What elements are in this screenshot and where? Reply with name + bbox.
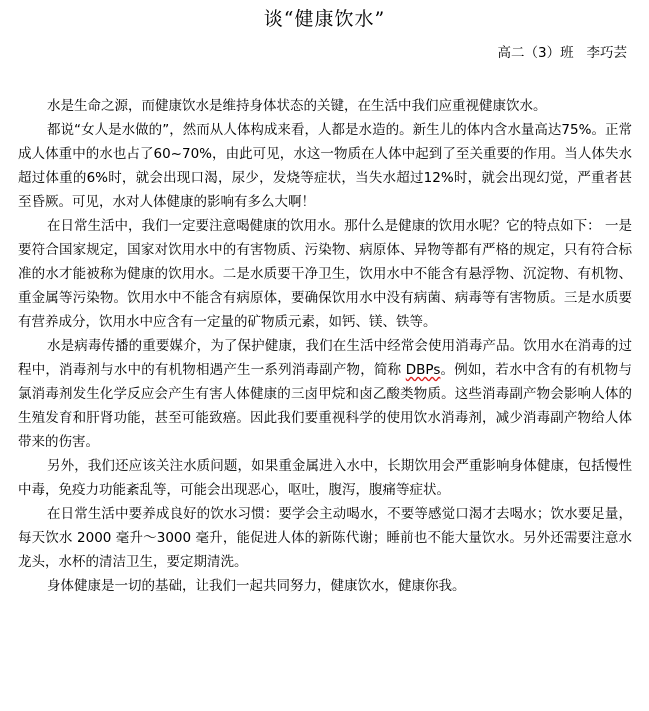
spellcheck-marked-term: DBPs: [405, 362, 441, 378]
paragraph-drinking-habits: 在日常生活中要养成良好的饮水习惯：要学会主动喝水，不要等感觉口渴才去喝水；饮水要足量，每天饮水 2000 毫升～3000 毫升，能促进人体的新陈代谢；睡前也不能大量饮水。另外还需要注意水龙头，水杯的清洁卫生，要定期清洗。: [18, 506, 632, 570]
paragraph-healthy-water-criteria: 在日常生活中，我们一定要注意喝健康的饮用水。那什么是健康的饮用水呢？它的特点如下： 一是要符合国家规定，国家对饮用水中的有害物质、污染物、病原体、异物等都有严格的规定，只有符合标准的水才能被称为健康的饮用水。二是水质要干净卫生，饮用水中不能含有悬浮物、沉淀物、有机物、重金属等污染物。饮用水中不能含有病原体，要确保饮用水中没有病菌、病毒等有害物质。三是水质要有营养成分，饮用水中应含有一定量的矿物质元素，如钙、镁、铁等。: [18, 218, 632, 330]
paragraph-heavy-metals: 另外，我们还应该关注水质问题，如果重金属进入水中，长期饮用会严重影响身体健康，包括慢性中毒，免疫力功能紊乱等，可能会出现恶心，呕吐，腹泻，腹痛等症状。: [18, 458, 632, 498]
document-body: [18, 94, 632, 598]
paragraph-water-in-body: 都说“女人是水做的”，然而从人体构成来看，人都是水造的。新生儿的体内含水量高达75%。正常成人体重中的水也占了60~70%，由此可见，水这一物质在人体中起到了至关重要的作用。当人体失水超过体重的6%时，就会出现口渴，尿少，发烧等症状，当失水超过12%时，就会出现幻觉，严重者甚至昏厥。可见，水对人体健康的影响有多么大啊！: [18, 122, 632, 210]
paragraph-disinfection: [18, 334, 632, 454]
paragraph-disinfection-part1: 水是病毒传播的重要媒介，为了保护健康，我们在生活中经常会使用消毒产品。饮用水在消毒的过程中，消毒剂与水中的有机物相遇产生一系列消毒副产物，简称: [18, 338, 632, 378]
paragraph-disinfection-part2: 。例如，若水中含有的有机物与氯消毒剂发生化学反应会产生有害人体健康的三卤甲烷和卤乙酸类物质。这些消毒副产物会影响人体的生殖发育和肝肾功能，甚至可能致癌。因此我们要重视科学的使用饮水消毒剂，减少消毒副产物给人体带来的伤害。: [18, 362, 632, 450]
author-line: 高二（3）班 李巧芸: [497, 45, 627, 61]
document-title: 谈“健康饮水”: [263, 8, 386, 30]
paragraph-intro: 水是生命之源，而健康饮水是维持身体状态的关键，在生活中我们应重视健康饮水。: [47, 98, 547, 114]
paragraph-conclusion: 身体健康是一切的基础，让我们一起共同努力，健康饮水，健康你我。: [47, 578, 466, 594]
